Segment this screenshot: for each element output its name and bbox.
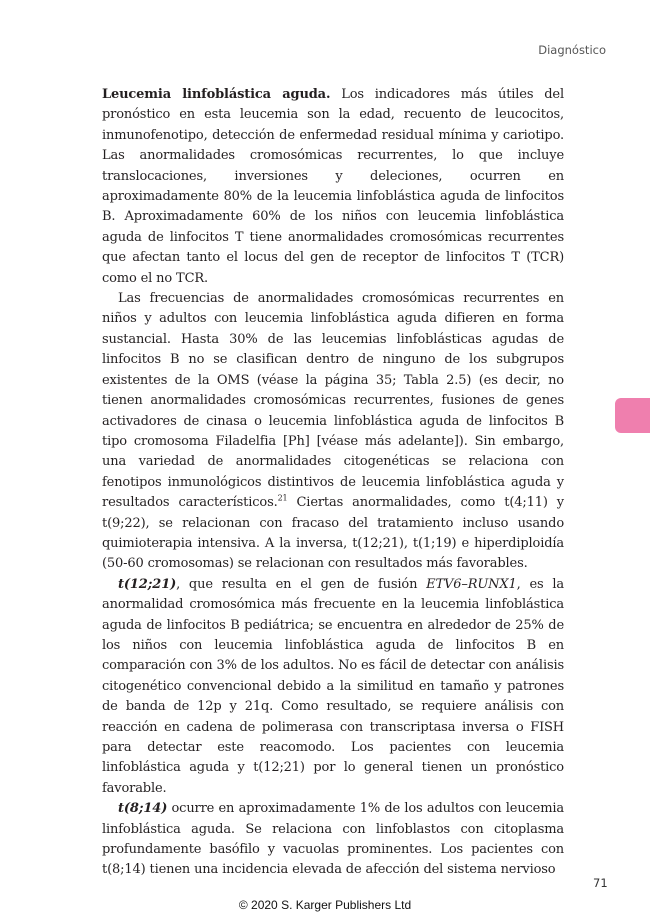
running-head: Diagnóstico	[538, 43, 606, 57]
paragraph-3-text-a: , que resulta en el gen de fusión	[176, 576, 427, 592]
paragraph-4-lead: t(8;14)	[118, 801, 168, 817]
paragraph-1-text: Los indicadores más útiles del pronóstico en esta leucemia son la edad, recuento de leucocitos, inmunofenotipo, detección de enfermedad residual mínima y cariotipo. Las anormalidades cromosómicas recurrentes, lo que incluye translocaciones, inversiones y deleciones, ocurren en aproximadamente 80% de la leucemia linfoblástica aguda de linfocitos B. Aproximadamente 60% de los niños con leucemia linfoblástica aguda de linfocitos T tiene anormalidades cromosómicas recurrentes que afectan tanto el locus del gen de receptor de linfocitos T (TCR) como el no TCR.	[102, 87, 564, 286]
paragraph-3	[102, 575, 564, 799]
paragraph-2-text-b: Ciertas anormalidades, como t(4;11) y t(9;22), se relacionan con fracaso del tratamiento incluso usando quimioterapia intensiva. A la inversa, t(12;21), t(1;19) e hiperdiploidía (50-60 cromosomas) se relacionan con resultados más favorables.	[102, 495, 564, 572]
copyright-notice: © 2020 S. Karger Publishers Ltd	[238, 898, 412, 912]
paragraph-3-lead: t(12;21)	[118, 576, 177, 592]
paragraph-2	[102, 289, 564, 575]
paragraph-4	[102, 799, 564, 881]
paragraph-1-lead: Leucemia linfoblástica aguda.	[102, 87, 331, 102]
reference-superscript: 21	[277, 493, 288, 503]
paragraph-4-text: ocurre en aproximadamente 1% de los adultos con leucemia linfoblástica aguda. Se relaciona con linfoblastos con citoplasma profundamente basófilo y vacuolas prominentes. Los pacientes con t(8;14) tienen una incidencia elevada de afección del sistema nervioso	[102, 801, 564, 878]
page-number: 71	[593, 876, 608, 890]
paragraph-2-text-a: Las frecuencias de anormalidades cromosómicas recurrentes en niños y adultos con leucemia linfoblástica aguda difieren en forma sustancial. Hasta 30% de las leucemias linfoblásticas agudas de linfocitos B no se clasifican dentro de ninguno de los subgrupos existentes de la OMS (véase la página 35; Tabla 2.5) (es decir, no tienen anormalidades cromosómicas recurrentes, fusiones de genes activadores de cinasa o leucemia linfoblástica aguda de linfocitos B tipo cromosoma Filadelfia [Ph] [véase más adelante]). Sin embargo, una variedad de anormalidades citogenéticas se relaciona con fenotipos inmunológicos distintivos de leucemia linfoblástica aguda y resultados característicos.	[102, 291, 564, 511]
paragraph-1	[102, 85, 564, 289]
gene-name: ETV6–RUNX1	[426, 576, 517, 592]
paragraph-3-text-b: , es la anormalidad cromosómica más frecuente en la leucemia linfoblástica aguda de linfocitos B pediátrica; se encuentra en alrededor de 25% de los niños con leucemia linfoblástica aguda de linfocitos B en comparación con 3% de los adultos. No es fácil de detectar con análisis citogenético convencional debido a la similitud en tamaño y patrones de banda de 12p y 21q. Como resultado, se requiere análisis con reacción en cadena de polimerasa con transcriptasa inversa o FISH para detectar este reacomodo. Los pacientes con leucemia linfoblástica aguda y t(12;21) por lo general tienen un pronóstico favorable.	[102, 576, 564, 796]
section-tab-marker	[615, 398, 650, 433]
body-text	[102, 85, 564, 881]
